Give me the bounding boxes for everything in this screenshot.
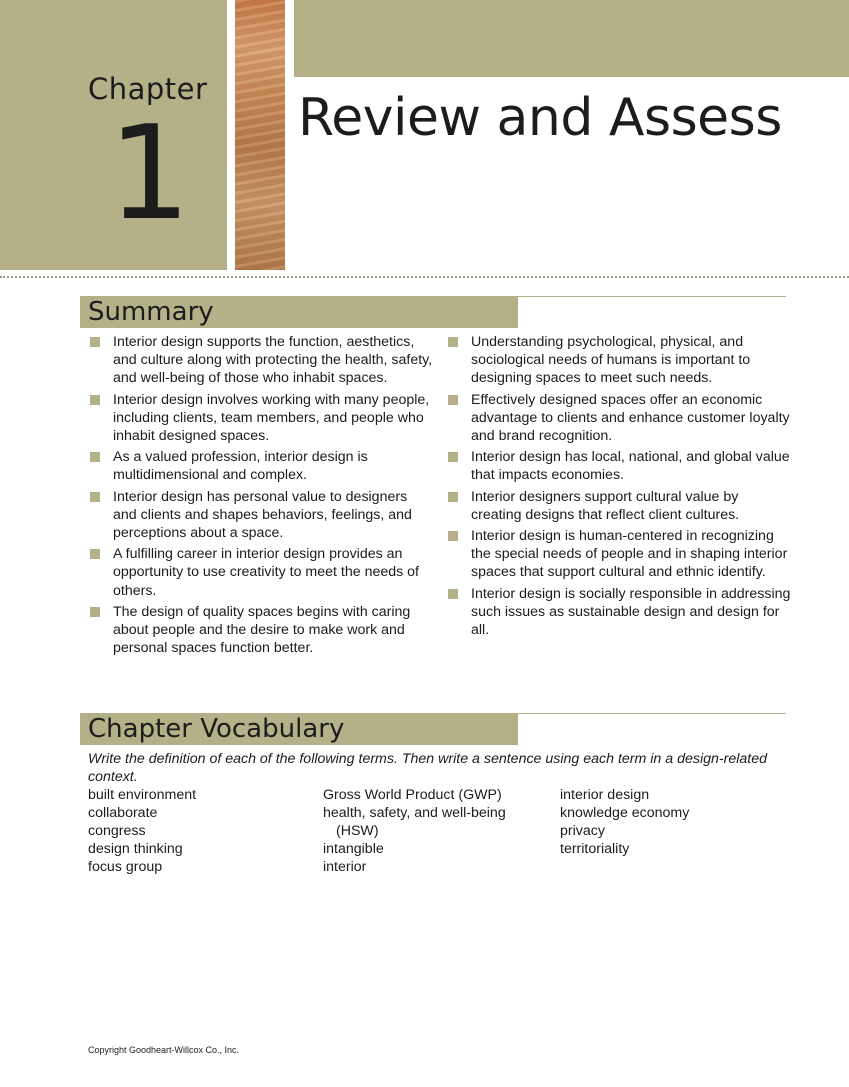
bullet-square-icon [448,452,458,462]
vocabulary-term: built environment [88,787,197,803]
vocabulary-instructions: Write the definition of each of the following terms. Then write a sentence using each term in a design-related context. [88,751,767,785]
vocabulary-heading: Chapter Vocabulary [88,714,345,744]
list-item: The design of quality spaces begins with caring about people and the desire to make work and personal spaces function better. [88,603,434,658]
chapter-number: 1 [108,97,191,249]
bullet-square-icon [448,395,458,405]
vocabulary-term: territoriality [560,841,630,857]
bullet-square-icon [90,395,100,405]
vocabulary-term-continuation: (HSW) [336,823,379,839]
vocabulary-term: knowledge economy [560,805,690,821]
bullet-square-icon [90,492,100,502]
bullet-square-icon [90,607,100,617]
list-item: Interior design is socially responsible in addressing such issues as sustainable design and design for all. [446,585,791,640]
vocabulary-column-1 [88,786,196,876]
vocabulary-term: health, safety, and well-being [323,805,506,821]
vocabulary-term: Gross World Product (GWP) [323,787,502,803]
vocabulary-term: interior design [560,787,650,803]
page-title: Review and Assess [298,88,782,148]
bullet-square-icon [448,589,458,599]
bullet-square-icon [448,337,458,347]
vocabulary-term: design thinking [88,841,183,857]
summary-left-list [88,333,434,660]
vocabulary-term: collaborate [88,805,158,821]
list-item: As a valued profession, interior design is multidimensional and complex. [88,448,434,484]
bullet-square-icon [448,492,458,502]
list-item: Effectively designed spaces offer an economic advantage to clients and enhance customer loyalty and brand recognition. [446,391,791,446]
vocabulary-term: congress [88,823,146,839]
vocabulary-heading-rule [518,713,786,714]
vocabulary-term: focus group [88,859,163,875]
summary-heading-rule [518,296,786,297]
summary-heading: Summary [88,297,214,327]
list-item: Interior design has local, national, and global value that impacts economies. [446,448,791,484]
chapter-label: Chapter [88,72,208,106]
bullet-square-icon [448,531,458,541]
vocabulary-column-2 [323,786,506,876]
summary-right-list [446,333,791,642]
vocabulary-column-3 [560,786,689,858]
vocabulary-term: privacy [560,823,605,839]
list-item: Interior design supports the function, aesthetics, and culture along with protecting the health, safety, and well-being of those who inhabit spaces. [88,333,434,388]
header-band [294,0,849,77]
dotted-divider [0,276,849,278]
list-item: Interior designers support cultural value by creating designs that reflect client cultures. [446,488,791,524]
vocabulary-term: intangible [323,841,384,857]
chapter-block [0,0,227,270]
bullet-square-icon [90,337,100,347]
list-item: Understanding psychological, physical, and sociological needs of humans is important to designing spaces to meet such needs. [446,333,791,388]
vocabulary-term: interior [323,859,367,875]
list-item: A fulfilling career in interior design provides an opportunity to use creativity to meet the needs of others. [88,545,434,600]
list-item: Interior design is human-centered in recognizing the special needs of people and in shaping interior spaces that support cultural and ethnic identify. [446,527,791,582]
list-item: Interior design has personal value to designers and clients and shapes behaviors, feelings, and perceptions about a space. [88,488,434,543]
wood-texture-strip [235,0,285,270]
copyright-notice: Copyright Goodheart-Willcox Co., Inc. [88,1045,240,1055]
list-item: Interior design involves working with many people, including clients, team members, and people who inhabit designed spaces. [88,391,434,446]
bullet-square-icon [90,452,100,462]
bullet-square-icon [90,549,100,559]
